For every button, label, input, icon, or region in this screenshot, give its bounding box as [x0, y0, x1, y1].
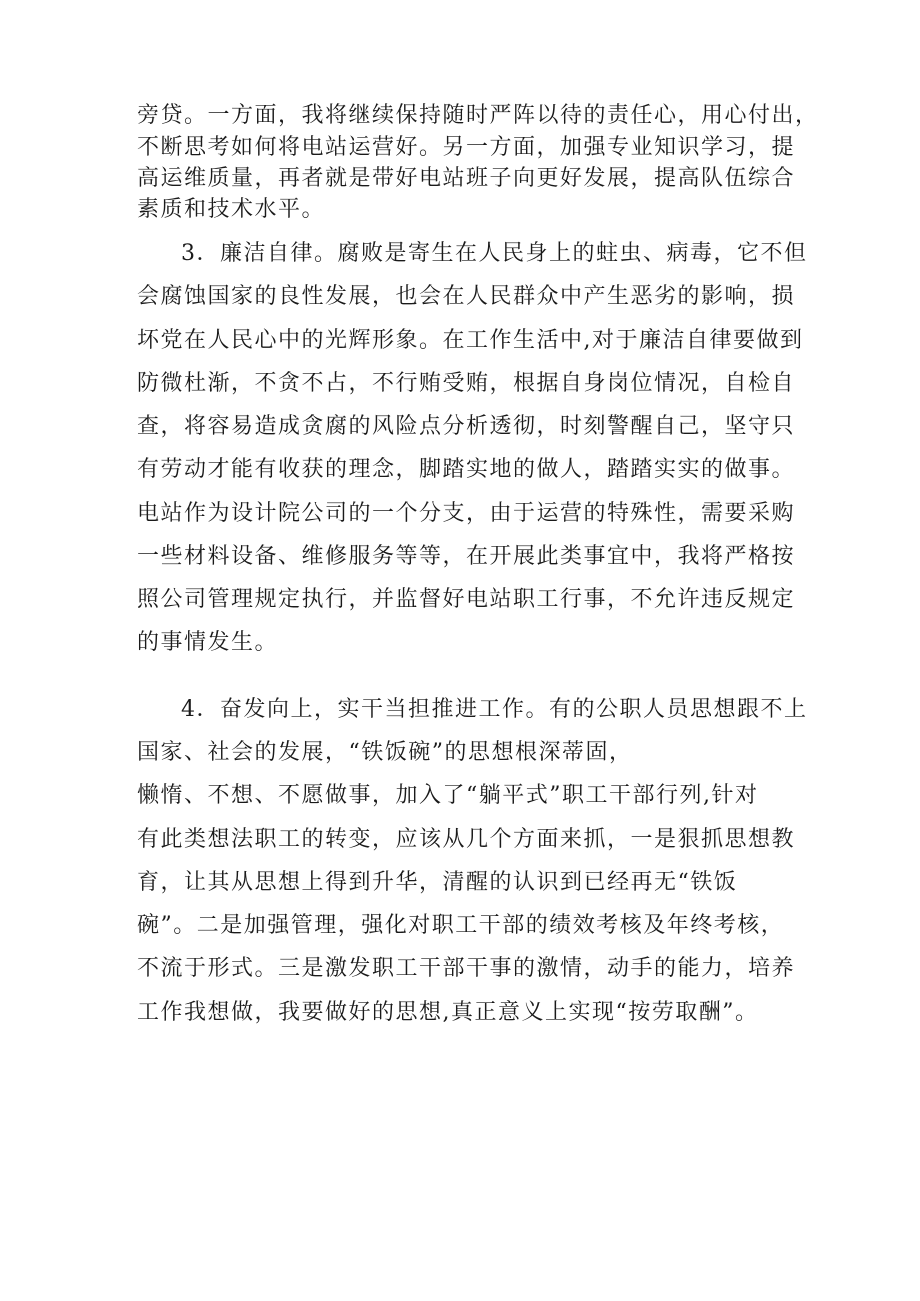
- paragraph-4-first-line: 4．奋发向上，实干当担推进工作。有的公职人员思想跟不上: [181, 697, 808, 722]
- text-line: 有劳动才能有收获的理念，脚踏实地的做人，踏踏实实的做事。: [137, 457, 796, 482]
- text-line: 查，将容易造成贪腐的风险点分析透彻，时刻警醒自己，坚守只: [137, 414, 796, 439]
- text-line: 育，让其从思想上得到升华，清醒的认识到已经再无“铁饭: [137, 870, 738, 895]
- text-line: 国家、社会的发展，“铁饭碗”的思想根深蒂固，: [137, 740, 633, 765]
- text-line: 碗”。二是加强管理，强化对职工干部的绩效考核及年终考核，: [137, 913, 785, 938]
- text-line: 懒惰、不想、不愿做事，加入了“躺平式”职工干部行列,针对: [137, 783, 759, 808]
- text-line: 工作我想做，我要做好的思想,真正意义上实现“按劳取酬”。: [137, 1000, 759, 1025]
- paragraph-3-first-line: 3．廉洁自律。腐败是寄生在人民身上的蛀虫、病毒，它不但: [181, 241, 808, 266]
- text-line: 一些材料设备、维修服务等等，在开展此类事宜中，我将严格按: [137, 544, 796, 569]
- text-line: 素质和技术水平。: [137, 197, 326, 222]
- text-line: 高运维质量，再者就是带好电站班子向更好发展，提高队伍综合: [137, 166, 796, 191]
- text-line: 防微杜渐，不贪不占，不行贿受贿，根据自身岗位情况，自检自: [137, 371, 796, 396]
- text-line: 有此类想法职工的转变，应该从几个方面来抓，一是狠抓思想教: [137, 827, 796, 852]
- text-line: 坏党在人民心中的光辉形象。在工作生活中,对于廉洁自律要做到: [137, 328, 804, 353]
- text-line: 不断思考如何将电站运营好。另一方面，加强专业知识学习，提: [137, 135, 796, 160]
- text-line: 不流于形式。三是激发职工干部干事的激情，动手的能力，培养: [137, 956, 796, 981]
- text-line: 电站作为设计院公司的一个分支，由于运营的特殊性，需要采购: [137, 501, 796, 526]
- text-line: 会腐蚀国家的良性发展，也会在人民群众中产生恶劣的影响，损: [137, 284, 796, 309]
- text-line: 旁贷。一方面，我将继续保持随时严阵以待的责任心，用心付出，: [137, 103, 819, 128]
- text-line: 照公司管理规定执行，并监督好电站职工行事，不允许违反规定: [137, 587, 796, 612]
- text-line: 的事情发生。: [137, 630, 279, 655]
